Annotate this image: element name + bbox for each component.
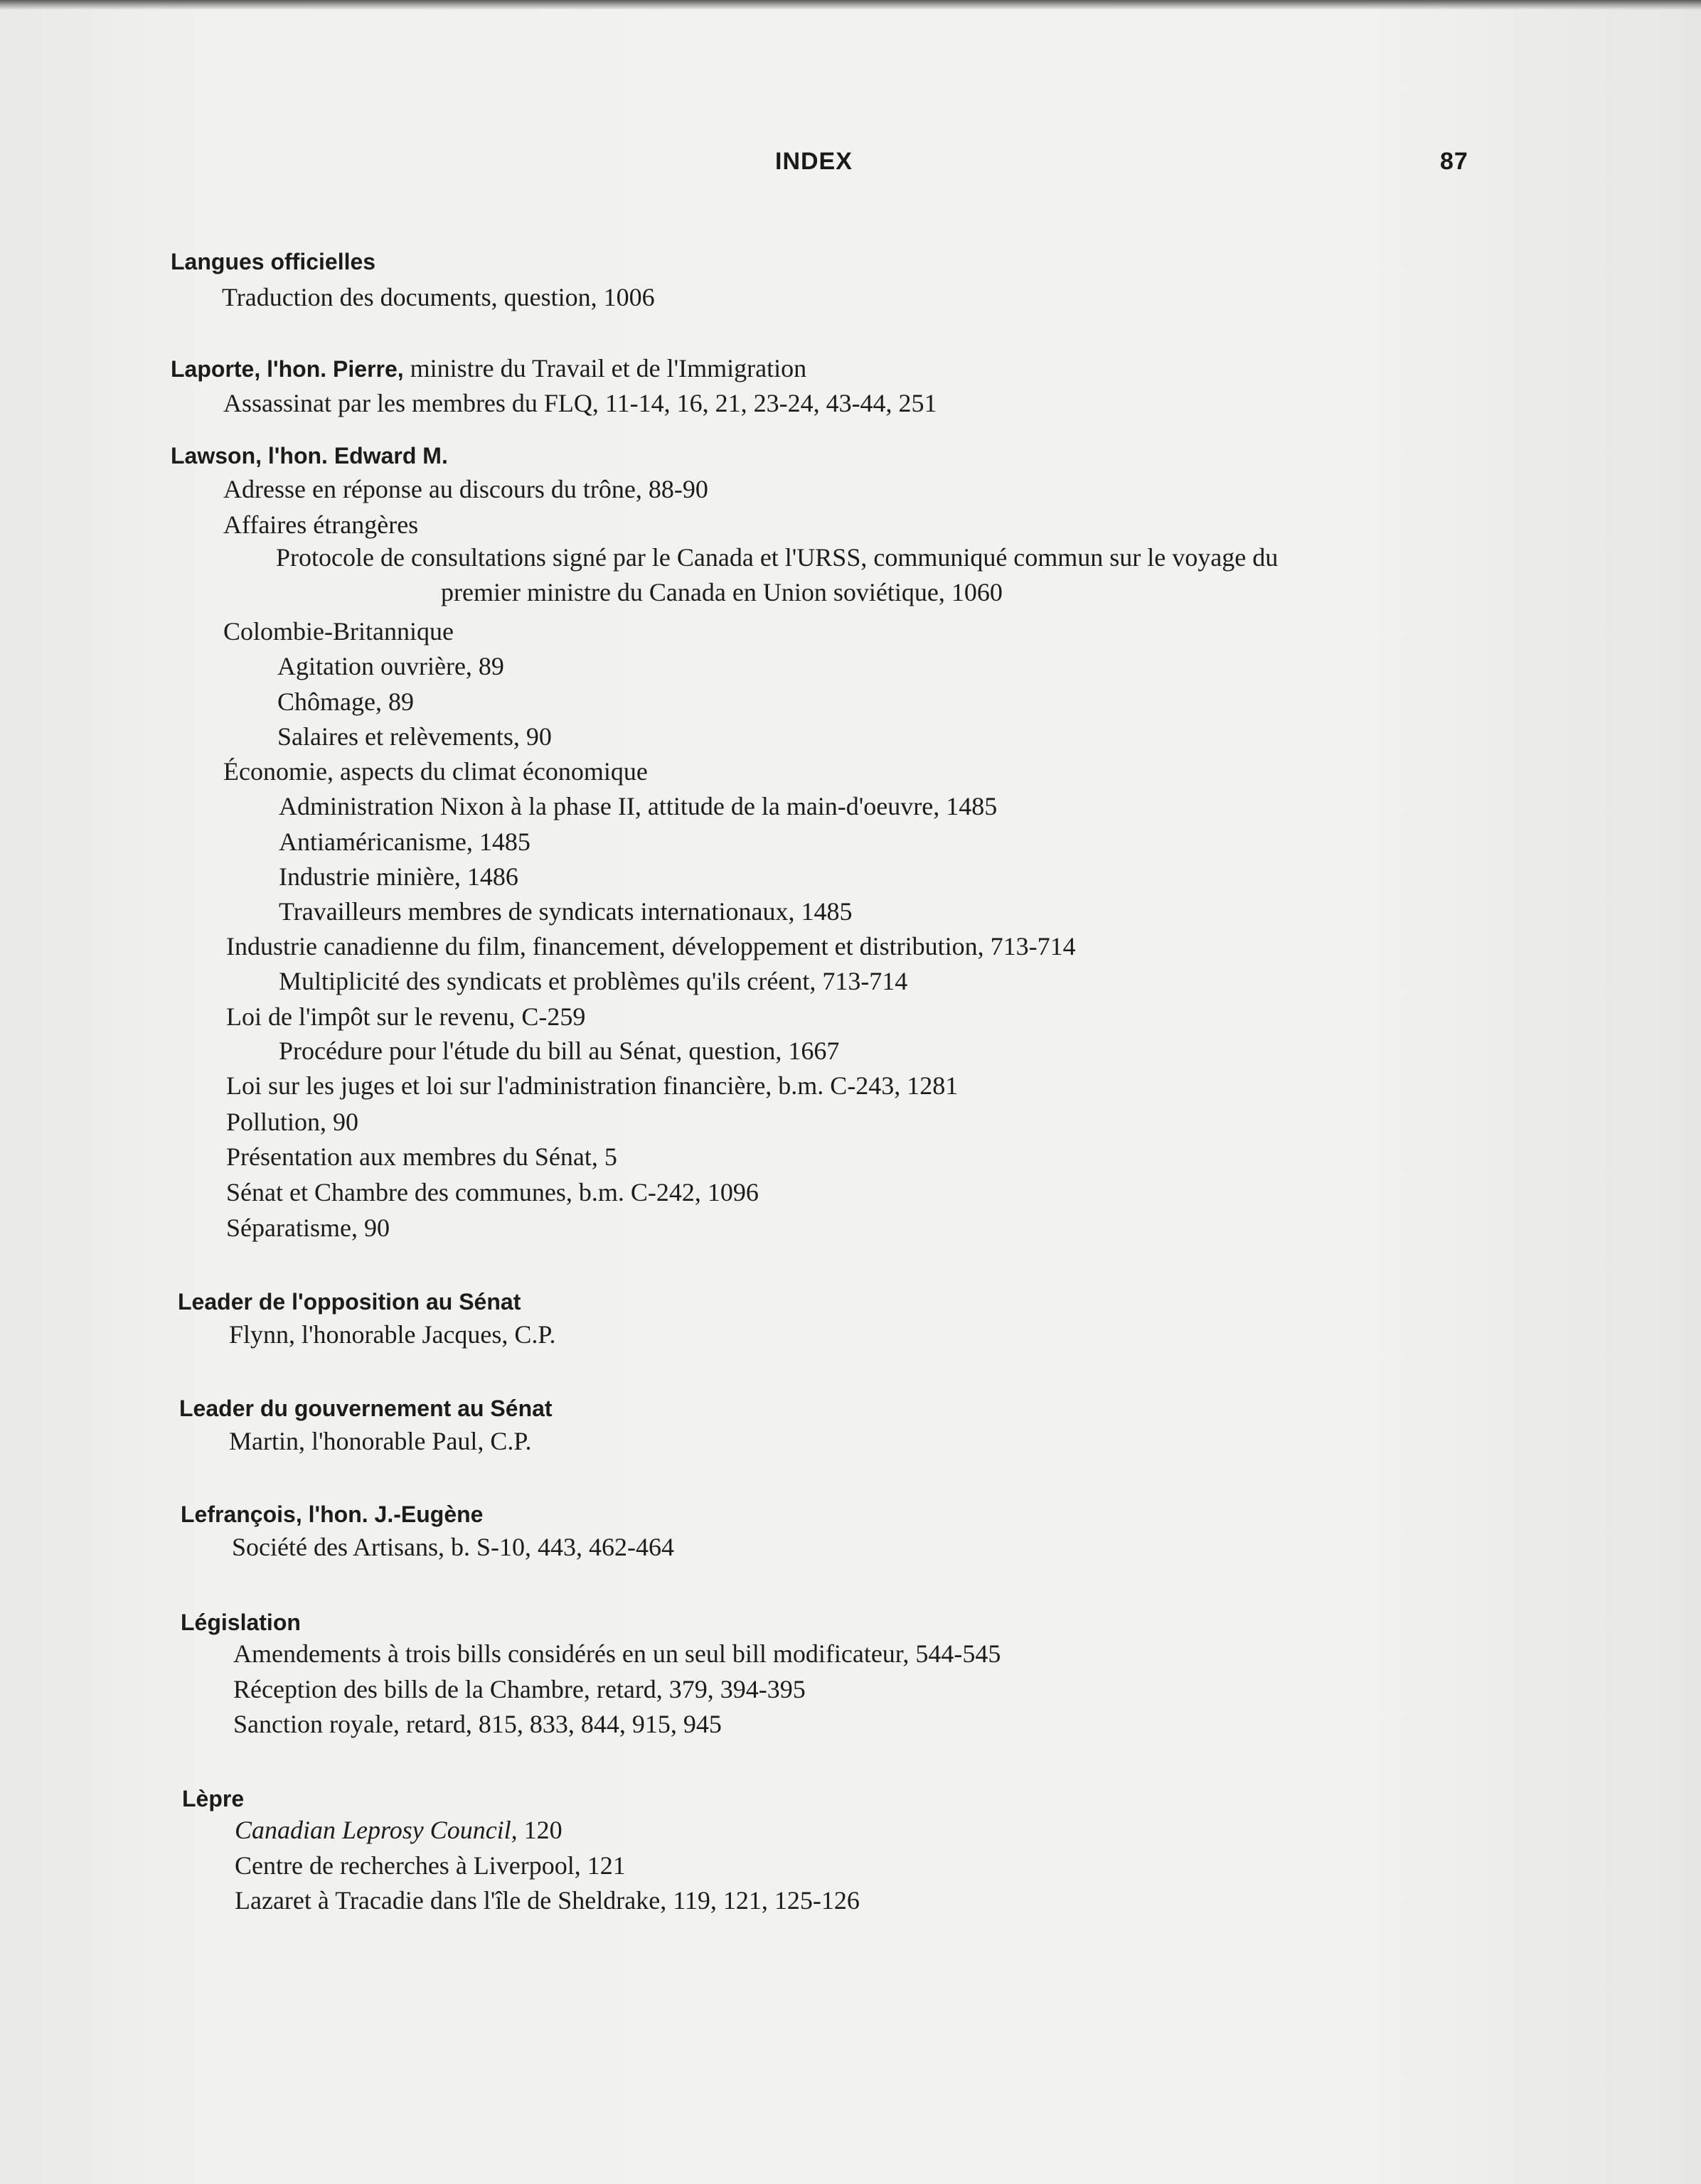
index-subentry: Assassinat par les membres du FLQ, 11-14, 16, 21, 23-24, 43-44, 251 (223, 389, 937, 417)
index-subentry: Séparatisme, 90 (226, 1214, 390, 1242)
index-subentry: Administration Nixon à la phase II, attitude de la main-d'oeuvre, 1485 (279, 792, 998, 820)
index-heading: Législation (181, 1610, 301, 1635)
index-subentry: Sénat et Chambre des communes, b.m. C-242, 1096 (226, 1178, 759, 1206)
index-heading: Lèpre (182, 1786, 245, 1811)
index-subentry: Lazaret à Tracadie dans l'île de Sheldrake, 119, 121, 125-126 (235, 1886, 860, 1915)
index-subentry: Présentation aux membres du Sénat, 5 (226, 1142, 617, 1171)
index-subentry: Loi de l'impôt sur le revenu, C-259 (226, 1002, 586, 1031)
index-subentry: Martin, l'honorable Paul, C.P. (229, 1427, 532, 1455)
index-heading: Leader de l'opposition au Sénat (178, 1289, 521, 1315)
index-subentry: Agitation ouvrière, 89 (277, 652, 504, 680)
index-subentry: Industrie canadienne du film, financement, développement et distribution, 713-714 (226, 932, 1076, 960)
running-head-title: INDEX (775, 148, 853, 175)
index-subentry: Antiaméricanisme, 1485 (279, 828, 530, 856)
index-heading: Laporte, l'hon. Pierre, ministre du Travail et de l'Immigration (171, 354, 807, 382)
page-number: 87 (1440, 148, 1468, 175)
index-subentry: Loi sur les juges et loi sur l'administration financière, b.m. C-243, 1281 (226, 1071, 959, 1100)
index-subentry: Canadian Leprosy Council, 120 (235, 1816, 562, 1844)
index-subentry: Pollution, 90 (226, 1108, 359, 1136)
index-heading: Langues officielles (171, 249, 376, 274)
scan-top-edge (0, 0, 1701, 10)
index-subentry: Salaires et relèvements, 90 (277, 722, 552, 751)
index-heading: Leader du gouvernement au Sénat (179, 1396, 553, 1421)
index-subentry: Amendements à trois bills considérés en un seul bill modificateur, 544-545 (233, 1639, 1001, 1668)
index-heading: Lefrançois, l'hon. J.-Eugène (181, 1502, 484, 1527)
index-subentry: Industrie minière, 1486 (279, 862, 518, 891)
index-subentry: Centre de recherches à Liverpool, 121 (235, 1851, 626, 1880)
index-subentry-wrapped: Protocole de consultations signé par le Canada et l'URSS, communiqué commun sur le voyage du premier ministre du Canada en Union soviétique, 1060 (276, 543, 1279, 606)
index-subentry: Procédure pour l'étude du bill au Sénat, question, 1667 (279, 1037, 840, 1065)
index-subentry: Multiplicité des syndicats et problèmes qu'ils créent, 713-714 (279, 967, 908, 995)
index-subentry: Société des Artisans, b. S-10, 443, 462-464 (232, 1533, 674, 1561)
index-subentry: Affaires étrangères (223, 510, 419, 539)
index-subentry: Colombie-Britannique (223, 617, 454, 646)
index-subentry: Traduction des documents, question, 1006 (222, 283, 655, 311)
index-subentry: Adresse en réponse au discours du trône, 88-90 (223, 475, 708, 503)
index-subentry: Sanction royale, retard, 815, 833, 844, 915, 945 (233, 1710, 722, 1738)
index-heading: Lawson, l'hon. Edward M. (171, 443, 448, 469)
index-subentry: Chômage, 89 (277, 687, 414, 716)
index-subentry: Réception des bills de la Chambre, retard, 379, 394-395 (233, 1675, 806, 1703)
index-subentry: Travailleurs membres de syndicats internationaux, 1485 (279, 897, 853, 926)
index-subentry: Flynn, l'honorable Jacques, C.P. (229, 1320, 556, 1349)
index-subentry: Économie, aspects du climat économique (223, 757, 648, 786)
